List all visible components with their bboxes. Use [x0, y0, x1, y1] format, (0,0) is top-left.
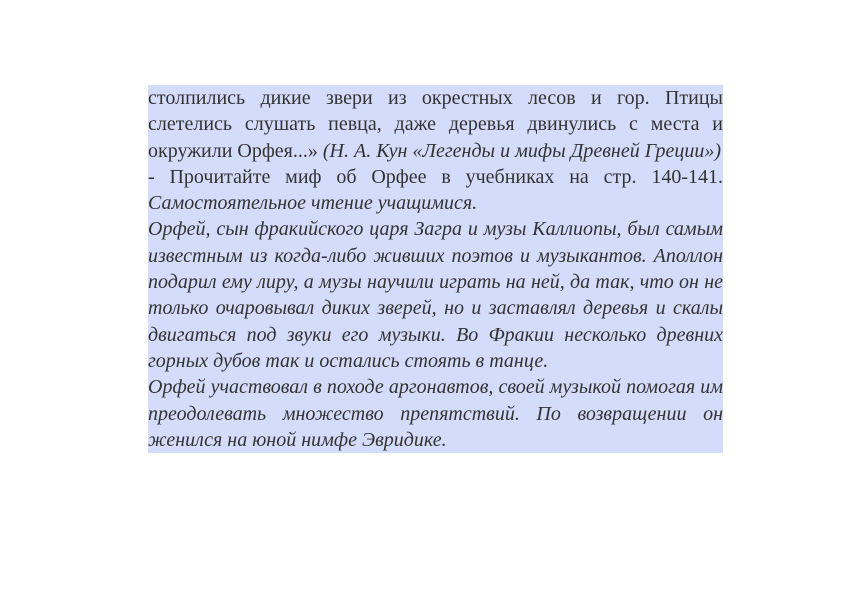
paragraph-orpheus-bio: Орфей, сын фракийского царя Загра и музы Каллиопы, был самым известным из когда-либо живших поэтов и музыкантов. Аполлон подарил ему лиру, а музы научили играть на ней, да так, что он не только очаровывал диких зверей, но и заставлял деревья и скалы двигаться под звуки его музыки. Во Фракии несколько древних горных дубов так и остались стоять в танце.: [148, 218, 723, 372]
legend-citation: (Н. А. Кун «Легенды и мифы Древней Греции»): [322, 139, 722, 162]
paragraph-reading-task: [148, 164, 723, 217]
paragraph-legend-quote: [148, 85, 723, 164]
paragraph-argonauts: Орфей участвовал в походе аргонавтов, своей музыкой помогая им преодолевать множество препятствий. По возвращении он женился на юной нимфе Эвридике.: [148, 376, 723, 451]
reading-task-text: - Прочитайте миф об Орфее в учебниках на стр. 140-141.: [148, 165, 723, 188]
reading-task-note: Самостоятельное чтение учащимися.: [148, 192, 478, 215]
text-block: [148, 85, 723, 453]
legend-quote-text: столпились дикие звери из окрестных лесов и гор. Птицы слетелись слушать певца, даже деревья двинулись с места и окружили Орфея...»: [148, 87, 723, 162]
